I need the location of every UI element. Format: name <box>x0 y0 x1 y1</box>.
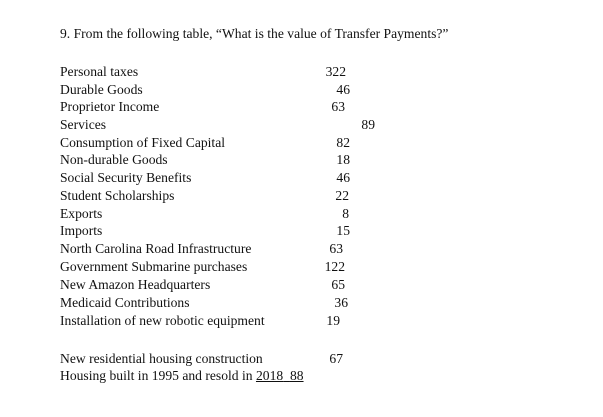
item-label: North Carolina Road Infrastructure <box>60 241 252 256</box>
item-label: Consumption of Fixed Capital <box>60 135 226 150</box>
item-value: 89 <box>361 117 375 132</box>
item-label: Exports <box>60 206 103 221</box>
item-label: New Amazon Headquarters <box>60 277 211 292</box>
item-label: Services <box>60 117 107 132</box>
item-label: Student Scholarships <box>60 188 175 203</box>
item-value: 65 <box>331 277 345 292</box>
table-row-last <box>60 368 304 384</box>
item-label: Housing built in 1995 and resold in <box>60 368 256 383</box>
item-value: 8 <box>342 206 349 221</box>
item-value: 67 <box>329 351 343 366</box>
item-label: Government Submarine purchases <box>60 259 248 274</box>
item-value: 63 <box>329 241 343 256</box>
item-label: Installation of new robotic equipment <box>60 313 265 328</box>
item-value: 22 <box>335 188 349 203</box>
year-value: 2018 <box>255 368 284 383</box>
item-label: Non-durable Goods <box>60 152 168 167</box>
item-value: 63 <box>331 99 345 114</box>
item-value: 36 <box>334 295 348 310</box>
item-label: Proprietor Income <box>60 99 160 114</box>
item-label: Medicaid Contributions <box>60 295 190 310</box>
item-value: 18 <box>336 152 350 167</box>
item-label: Social Security Benefits <box>60 170 192 185</box>
item-value: 122 <box>324 259 345 274</box>
item-label: New residential housing construction <box>60 351 263 366</box>
question-text: 9. From the following table, “What is the value of Transfer Payments?” <box>60 26 449 41</box>
item-value: 322 <box>325 64 346 79</box>
item-value: 15 <box>336 223 350 238</box>
item-value: 46 <box>336 170 350 185</box>
item-value: 46 <box>336 82 350 97</box>
item-value: 82 <box>336 135 350 150</box>
item-label: Durable Goods <box>60 82 143 97</box>
item-label: Imports <box>60 223 103 238</box>
item-label: Personal taxes <box>60 64 139 79</box>
item-value: 88 <box>289 368 304 383</box>
item-value: 19 <box>326 313 340 328</box>
